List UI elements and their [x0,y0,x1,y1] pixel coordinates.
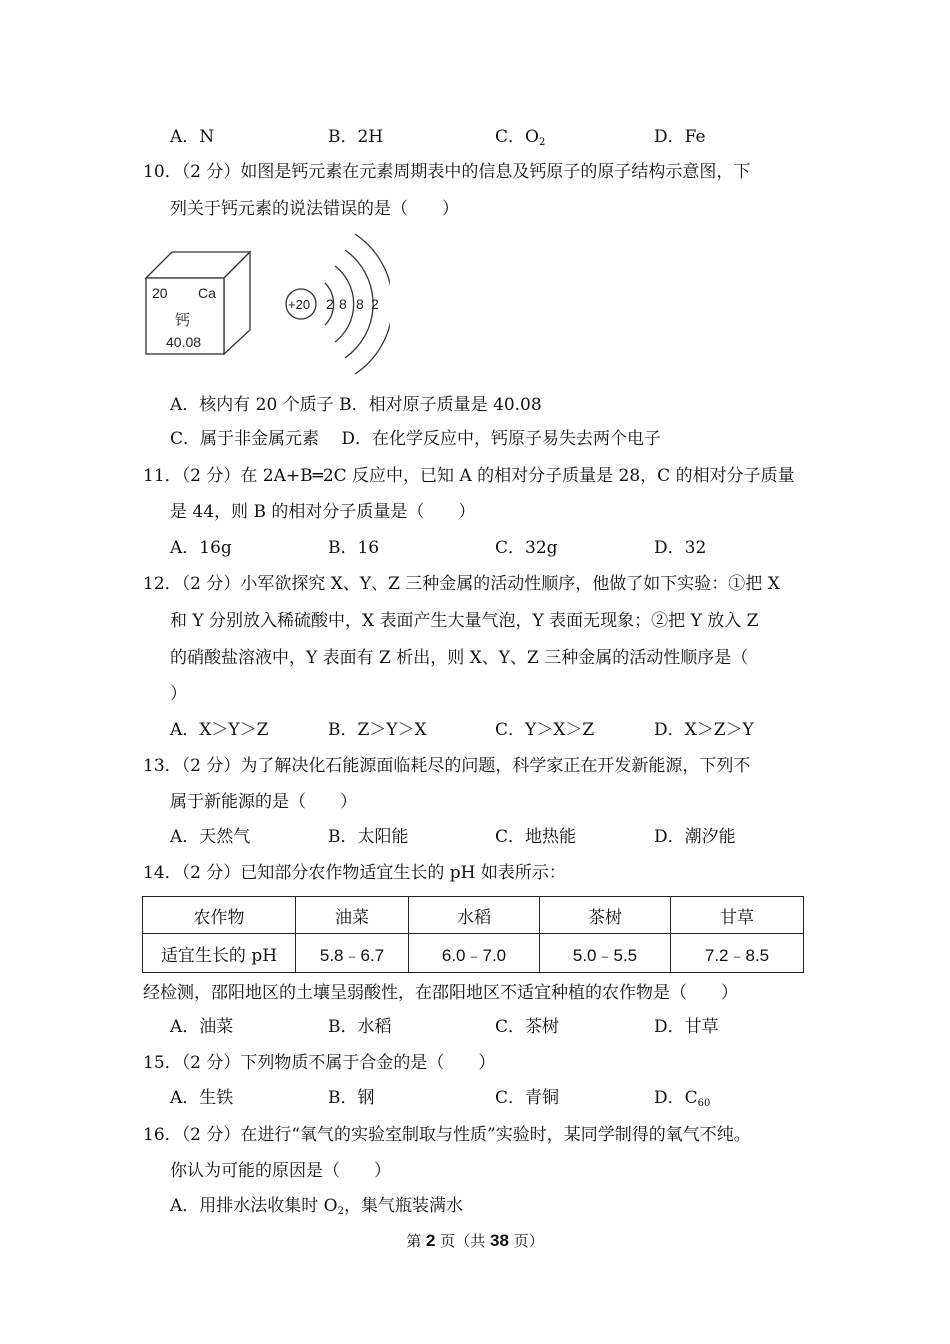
q16-stem-line1: 16．（2 分）在进行“氧气的实验室制取与性质”实验时，某同学制得的氧气不纯。 [143,1125,751,1145]
q10-options-cd: C．属于非金属元素 D．在化学反应中，钙原子易失去两个电子 [170,429,662,449]
q14-option-b: B．水稻 [328,1017,392,1037]
q15-option-a: A．生铁 [170,1088,234,1108]
q13-option-b: B．太阳能 [328,827,409,847]
table-cell: 5.0﹣5.5 [540,934,671,973]
q12-stem-line2: 和 Y 分别放入稀硫酸中，X 表面产生大量气泡，Y 表面无现象；②把 Y 放入 Z [170,611,759,631]
q11-options [170,537,810,559]
table-header-cell: 甘草 [671,897,804,934]
table-row [143,934,804,973]
q13-stem-line1: 13．（2 分）为了解决化石能源面临耗尽的问题，科学家正在开发新能源，下列不 [143,756,751,776]
q15-options [170,1087,810,1109]
q9-option-a: A．N [170,127,215,147]
q10-stem-line2: 列关于钙元素的说法错误的是（ ） [170,199,459,219]
q14-options [170,1016,810,1038]
q11-option-b: B．16 [328,538,380,558]
q14-option-a: A．油菜 [170,1017,234,1037]
atomic-structure-diagram [286,234,390,374]
element-symbol: Ca [198,285,216,301]
table-cell: 6.0﹣7.0 [409,934,540,973]
q10-stem-line1: 10．（2 分）如图是钙元素在元素周期表中的信息及钙原子的原子结构示意图，下 [143,162,751,182]
q15-option-b: B．钢 [328,1088,375,1108]
nucleus-charge: +20 [288,297,311,312]
q15-option-c: C．青铜 [495,1088,560,1108]
table-header-cell: 农作物 [143,897,296,934]
q10-options-ab: A．核内有 20 个质子 B．相对原子质量是 40.08 [170,395,542,415]
shell-3-electrons: 8 [356,296,364,312]
periodic-table-cell [146,252,250,354]
shell-4-electrons: 2 [371,296,379,312]
calcium-figure [140,228,390,378]
element-name: 钙 [175,311,191,329]
table-header-cell: 水稻 [409,897,540,934]
q13-option-c: C．地热能 [495,827,577,847]
shell-2-electrons: 8 [339,296,347,312]
q12-stem-line3: 的硝酸盐溶液中，Y 表面有 Z 析出，则 X、Y、Z 三种金属的活动性顺序是（ [170,648,749,668]
q14-option-d: D．甘草 [654,1017,719,1037]
table-cell: 5.8﹣6.7 [296,934,409,973]
table-header-cell: 茶树 [540,897,671,934]
q9-option-d: D．Fe [654,127,706,147]
page-number: 2 [426,1231,436,1250]
q12-option-b: B．Z＞Y＞X [328,720,427,740]
q14-question: 经检测，邵阳地区的土壤呈弱酸性，在邵阳地区不适宜种植的农作物是（ ） [143,983,738,1003]
q11-stem-line2: 是 44，则 B 的相对分子质量是（ ） [170,502,476,522]
q13-stem-line2: 属于新能源的是（ ） [170,792,357,812]
table-header-row [143,897,804,934]
q12-options [170,719,810,741]
q12-stem-line4: ） [170,684,187,704]
table-cell: 适宜生长的 pH [143,934,296,973]
q16-stem-line2: 你认为可能的原因是（ ） [170,1161,391,1181]
table-cell: 7.2﹣8.5 [671,934,804,973]
q12-option-c: C．Y＞X＞Z [495,720,595,740]
page-footer: 第 2 页（共 38 页） [406,1231,544,1250]
q9-options [170,126,810,148]
q12-option-a: A．X＞Y＞Z [170,720,269,740]
q14-stem: 14．（2 分）已知部分农作物适宜生长的 pH 如表所示： [143,863,566,883]
q13-option-a: A．天然气 [170,827,251,847]
q14-option-c: C．茶树 [495,1017,560,1037]
total-pages: 38 [490,1231,509,1250]
q9-option-b: B．2H [328,127,384,147]
atomic-mass: 40.08 [166,334,202,350]
q12-stem-line1: 12．（2 分）小军欲探究 X、Y、Z 三种金属的活动性顺序，他做了如下实验：①把 X [143,574,780,594]
q11-stem-line1: 11．（2 分）在 2A+B═2C 反应中，已知 A 的相对分子质量是 28，C 的相对分子质量 [143,466,795,486]
q11-option-a: A．16g [170,538,232,558]
q11-option-d: D．32 [654,538,707,558]
q15-stem: 15．（2 分）下列物质不属于合金的是（ ） [143,1053,496,1073]
atomic-number: 20 [152,285,168,301]
q11-option-c: C．32g [495,538,558,558]
q15-option-d: D．$C_{60}$ [654,1088,711,1109]
q13-option-d: D．潮汐能 [654,827,736,847]
table-header-cell: 油菜 [296,897,409,934]
q13-options [170,826,810,848]
ph-table [142,896,804,973]
shell-1-electrons: 2 [326,296,334,312]
q16-option-a: A．用排水法收集时 $O_2$，集气瓶装满水 [170,1196,463,1217]
q9-option-c: C．$O_2$ [495,127,546,148]
q12-option-d: D．X＞Z＞Y [654,720,754,740]
